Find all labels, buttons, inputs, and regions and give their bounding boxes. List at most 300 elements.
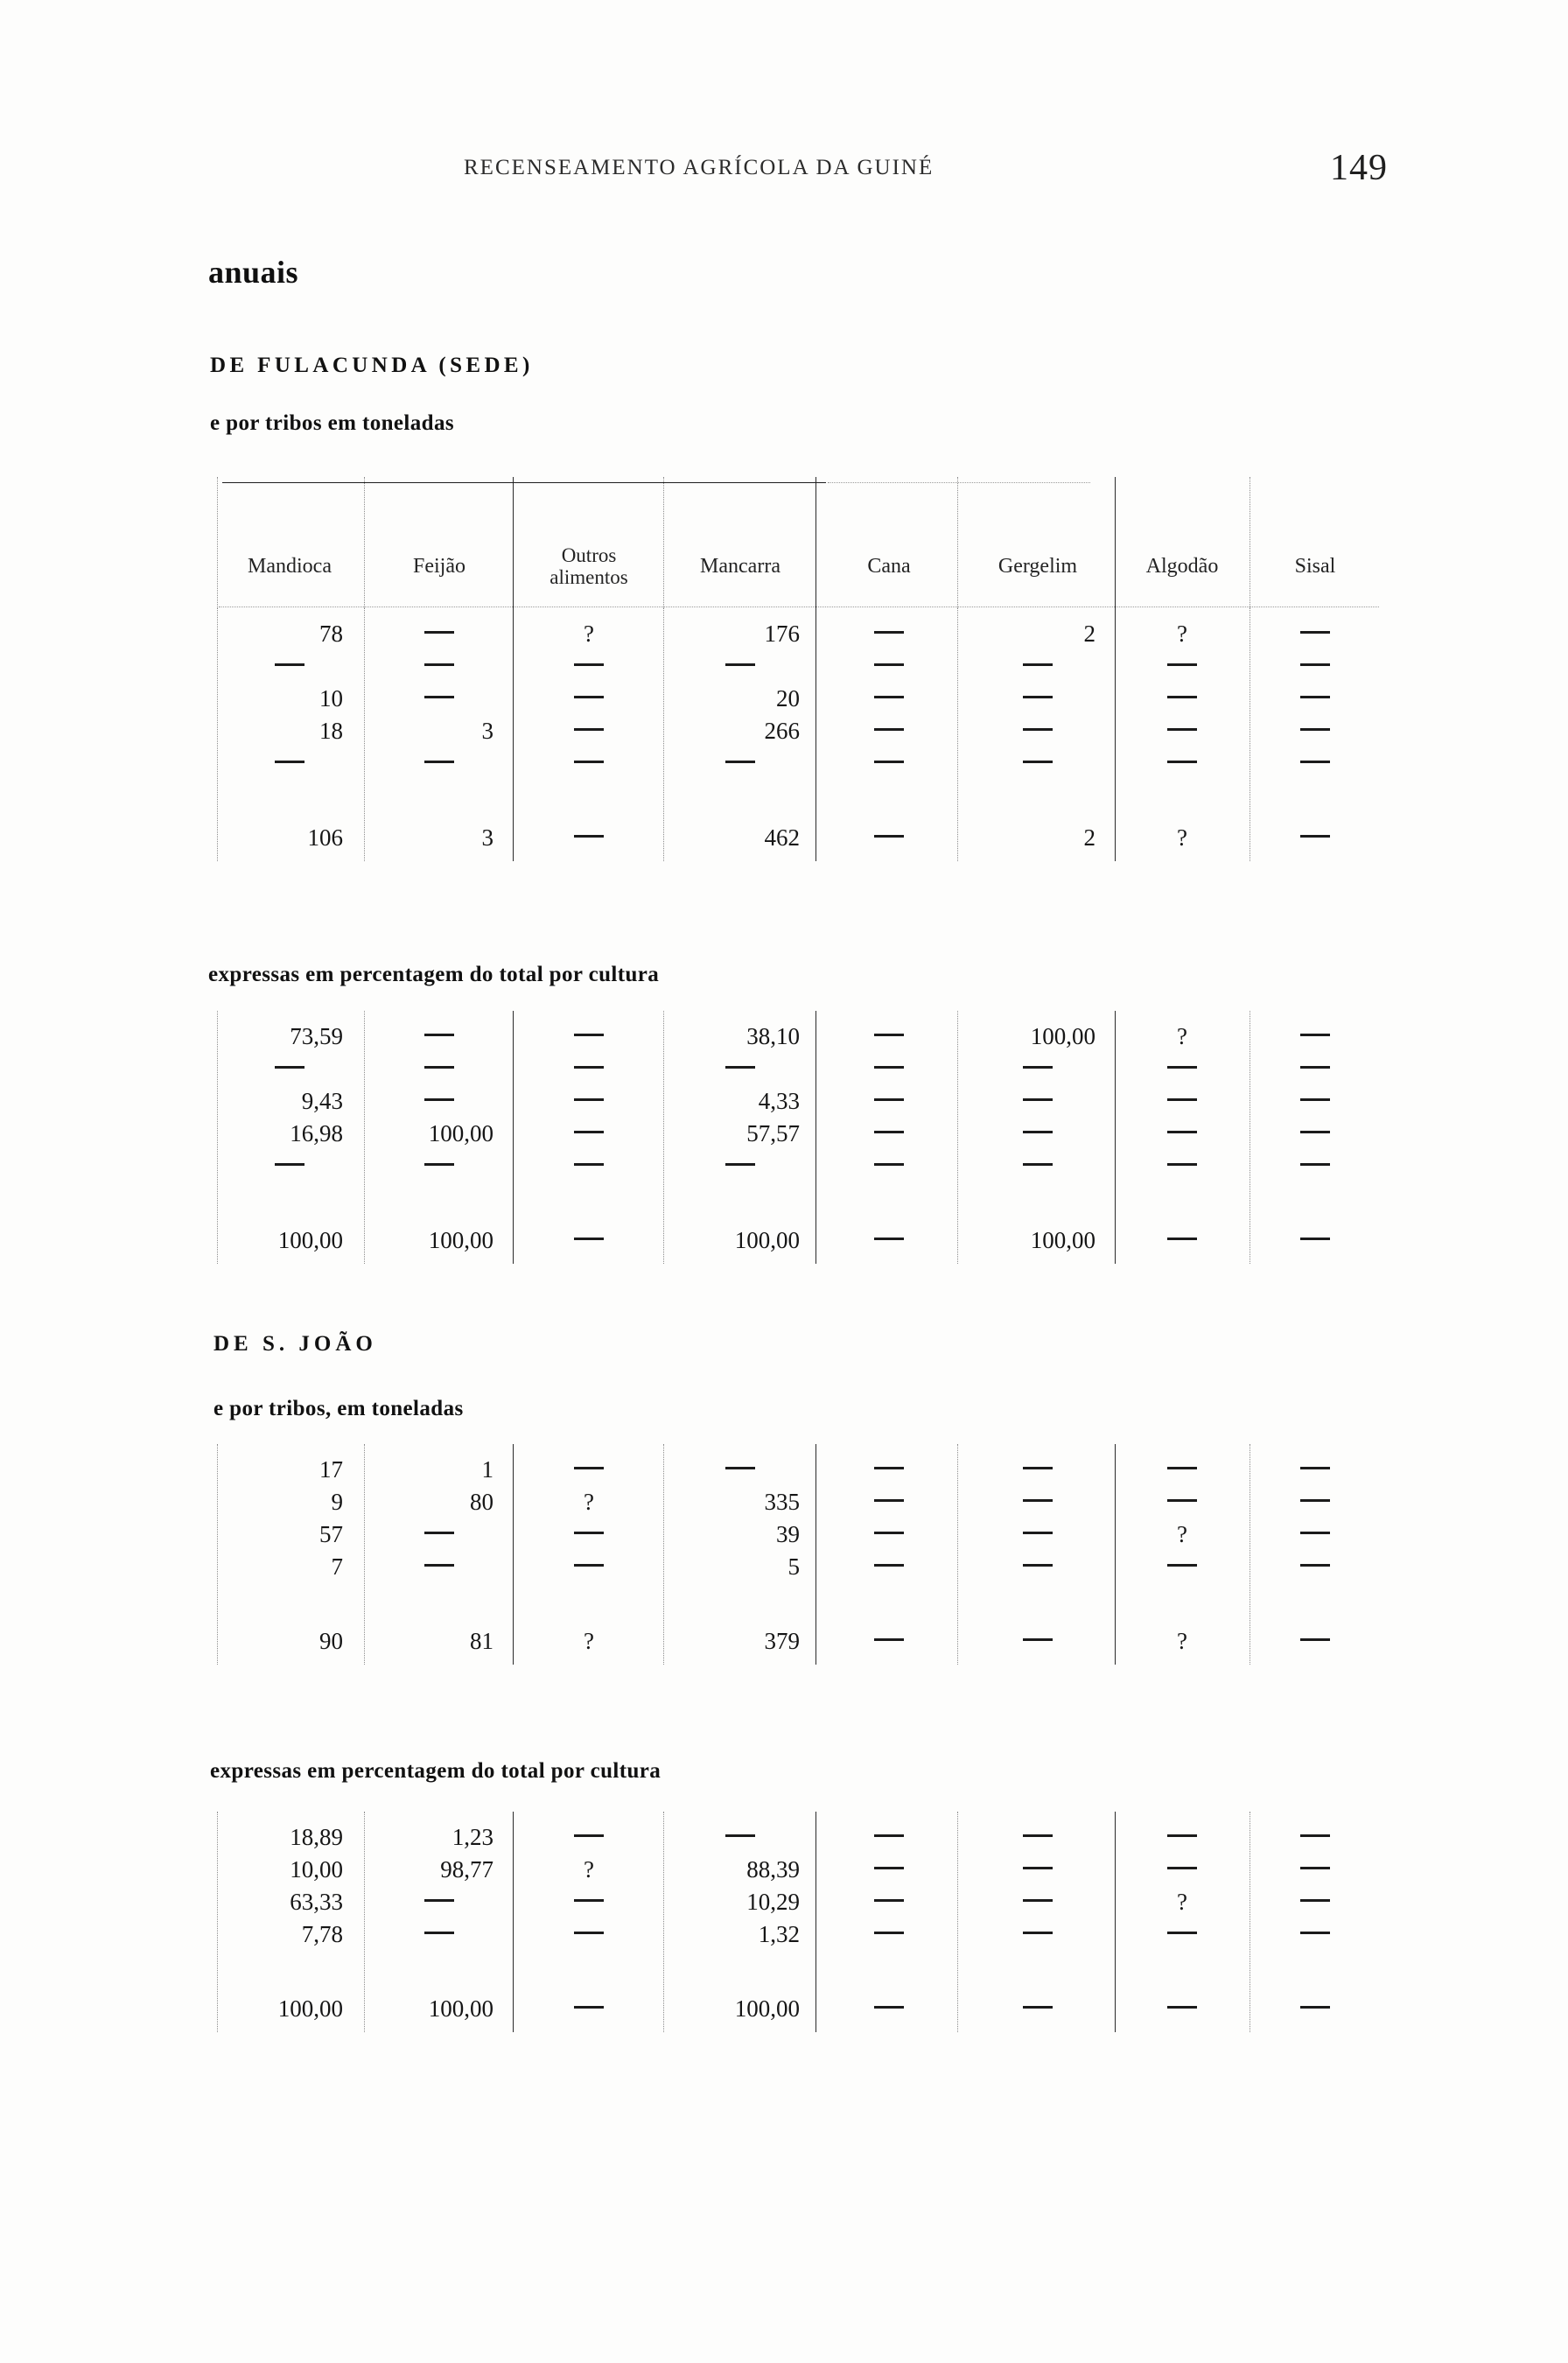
dash-glyph <box>874 1834 904 1837</box>
row-cell-gergelim <box>961 1853 1115 1886</box>
section-heading-sjoao: DE S. JOÃO <box>214 1332 377 1356</box>
dash-glyph <box>1300 1564 1330 1567</box>
row-cell-outros-alimentos <box>514 1453 663 1486</box>
dash-glyph <box>874 1867 904 1869</box>
dash-glyph <box>1167 761 1197 763</box>
row-cell-feijão <box>366 1885 513 1918</box>
caption-percentagem-1: expressas em percentagem do total por cultura <box>208 963 660 986</box>
total-cell-gergelim <box>961 1992 1115 2025</box>
row-cell-mandioca: 10,00 <box>290 1856 343 1883</box>
row-cell-mandioca: 73,59 <box>290 1023 343 1049</box>
total-cell-algodão <box>1116 1992 1248 2025</box>
heading-anuais: anuais <box>208 255 299 290</box>
row-cell-gergelim <box>961 747 1115 780</box>
total-cell-sisal <box>1251 821 1379 854</box>
table-row <box>215 1550 1379 1583</box>
row-cell-mandioca: 78 <box>319 621 343 647</box>
vertical-rule-7 <box>1250 477 1251 608</box>
row-cell-outros-alimentos: ? <box>584 621 594 647</box>
table-row <box>215 1885 1379 1918</box>
dash-glyph <box>574 1467 604 1469</box>
row-cell-feijão: 80 <box>470 1489 494 1515</box>
row-cell-algodão: ? <box>1177 1521 1187 1547</box>
total-cell-cana <box>819 1624 959 1658</box>
dash-glyph <box>1023 1163 1053 1166</box>
header-top-rule <box>222 482 826 483</box>
total-cell-sisal <box>1251 1224 1379 1257</box>
row-cell-cana <box>819 1020 959 1053</box>
row-cell-cana <box>819 1820 959 1854</box>
row-cell-cana <box>819 1885 959 1918</box>
table-row <box>215 1518 1379 1551</box>
table-row <box>215 714 1379 747</box>
vertical-rule-1 <box>364 477 366 608</box>
total-cell-feijão: 3 <box>481 824 494 851</box>
dash-glyph <box>725 761 755 763</box>
total-cell-sisal <box>1251 1992 1379 2025</box>
row-cell-gergelim <box>961 1885 1115 1918</box>
row-cell-mancarra <box>665 649 816 683</box>
row-cell-mandioca: 10 <box>319 685 343 712</box>
row-cell-mandioca: 57 <box>319 1521 343 1547</box>
row-cell-mandioca: 18,89 <box>290 1824 343 1850</box>
dash-glyph <box>1300 631 1330 634</box>
row-cell-algodão <box>1116 714 1248 747</box>
table-row <box>215 649 1379 683</box>
row-cell-sisal <box>1251 1853 1379 1886</box>
dash-glyph <box>1023 1867 1053 1869</box>
table-total-row <box>215 821 1379 854</box>
row-cell-algodão: ? <box>1177 1889 1187 1915</box>
vertical-rule-5 <box>957 477 959 608</box>
row-cell-cana <box>819 747 959 780</box>
row-cell-cana <box>819 1918 959 1951</box>
row-cell-sisal <box>1251 1117 1379 1150</box>
row-cell-gergelim <box>961 1485 1115 1518</box>
row-cell-outros-alimentos <box>514 682 663 715</box>
table-row <box>215 682 1379 715</box>
row-cell-algodão: ? <box>1177 1023 1187 1049</box>
dash-glyph <box>874 663 904 666</box>
row-cell-mancarra: 5 <box>788 1553 800 1580</box>
row-cell-outros-alimentos <box>514 714 663 747</box>
dash-glyph <box>1300 1899 1330 1902</box>
row-cell-feijão <box>366 747 513 780</box>
dash-glyph <box>1023 1638 1053 1641</box>
header-top-rule-right <box>828 482 1090 483</box>
row-cell-cana <box>819 1518 959 1551</box>
dash-glyph <box>424 631 454 634</box>
dash-glyph <box>874 728 904 731</box>
row-cell-gergelim <box>961 1918 1115 1951</box>
dash-glyph <box>1023 1834 1053 1837</box>
row-cell-mancarra: 38,10 <box>746 1023 800 1049</box>
row-cell-sisal <box>1251 1820 1379 1854</box>
row-cell-outros-alimentos <box>514 1084 663 1118</box>
dash-glyph <box>874 1098 904 1101</box>
dash-glyph <box>874 1899 904 1902</box>
table-row <box>215 1820 1379 1854</box>
row-cell-mancarra: 4,33 <box>758 1088 800 1114</box>
row-cell-mandioca: 16,98 <box>290 1120 343 1146</box>
row-cell-sisal <box>1251 1453 1379 1486</box>
table-row <box>215 617 1379 650</box>
dash-glyph <box>874 1238 904 1240</box>
dash-glyph <box>1167 2006 1197 2009</box>
dash-glyph <box>574 1098 604 1101</box>
dash-glyph <box>1167 1467 1197 1469</box>
row-cell-outros-alimentos <box>514 1020 663 1053</box>
row-cell-gergelim <box>961 1550 1115 1583</box>
row-cell-gergelim <box>961 649 1115 683</box>
row-cell-mancarra <box>665 1149 816 1182</box>
total-cell-mandioca: 100,00 <box>277 1227 343 1253</box>
dash-glyph <box>874 1564 904 1567</box>
table-block-sjoao-percentagem <box>215 1812 1379 2032</box>
total-cell-mandioca: 90 <box>319 1628 343 1654</box>
row-cell-outros-alimentos <box>514 1117 663 1150</box>
row-cell-mandioca: 9,43 <box>301 1088 343 1114</box>
running-head <box>0 148 1568 196</box>
dash-glyph <box>1167 1932 1197 1934</box>
vertical-rule-6 <box>1115 477 1116 608</box>
row-cell-sisal <box>1251 1020 1379 1053</box>
total-cell-sisal <box>1251 1624 1379 1658</box>
row-cell-feijão: 1 <box>481 1456 494 1483</box>
table-row <box>215 1485 1379 1518</box>
row-cell-outros-alimentos <box>514 1052 663 1085</box>
row-cell-sisal <box>1251 649 1379 683</box>
dash-glyph <box>874 1638 904 1641</box>
dash-glyph <box>874 1532 904 1534</box>
row-cell-feijão <box>366 1518 513 1551</box>
dash-glyph <box>275 761 304 763</box>
row-cell-outros-alimentos: ? <box>584 1489 594 1515</box>
dash-glyph <box>1300 1499 1330 1502</box>
dash-glyph <box>874 2006 904 2009</box>
total-cell-gergelim: 100,00 <box>1030 1227 1096 1253</box>
running-head-title: RECENSEAMENTO AGRÍCOLA DA GUINÉ <box>464 156 934 179</box>
row-cell-sisal <box>1251 714 1379 747</box>
row-cell-mancarra: 10,29 <box>746 1889 800 1915</box>
total-cell-outros-alimentos <box>514 1992 663 2025</box>
subheading-fulacunda-toneladas: e por tribos em toneladas <box>210 411 454 435</box>
dash-glyph <box>424 1899 454 1902</box>
dash-glyph <box>1023 1899 1053 1902</box>
dash-glyph <box>1300 728 1330 731</box>
total-cell-outros-alimentos <box>514 1224 663 1257</box>
dash-glyph <box>1023 663 1053 666</box>
row-cell-algodão <box>1116 1149 1248 1182</box>
dash-glyph <box>424 663 454 666</box>
dash-glyph <box>1300 1638 1330 1641</box>
row-cell-sisal <box>1251 1885 1379 1918</box>
dash-glyph <box>874 631 904 634</box>
row-cell-mancarra: 176 <box>764 621 800 647</box>
table-row <box>215 1149 1379 1182</box>
dash-glyph <box>574 1532 604 1534</box>
dash-glyph <box>574 1899 604 1902</box>
dash-glyph <box>1167 696 1197 698</box>
row-cell-outros-alimentos <box>514 649 663 683</box>
row-cell-mandioca: 18 <box>319 718 343 744</box>
dash-glyph <box>1167 1098 1197 1101</box>
dash-glyph <box>1167 1834 1197 1837</box>
row-cell-mancarra <box>665 1453 816 1486</box>
row-cell-algodão: ? <box>1177 621 1187 647</box>
table-row <box>215 1084 1379 1118</box>
row-cell-gergelim <box>961 1518 1115 1551</box>
row-cell-feijão <box>366 649 513 683</box>
row-cell-sisal <box>1251 682 1379 715</box>
dash-glyph <box>574 696 604 698</box>
table-row <box>215 1853 1379 1886</box>
dash-glyph <box>574 1238 604 1240</box>
dash-glyph <box>874 835 904 838</box>
table-row <box>215 1052 1379 1085</box>
dash-glyph <box>1300 696 1330 698</box>
total-cell-mancarra: 100,00 <box>734 1995 800 2022</box>
row-cell-mandioca: 7 <box>331 1553 343 1580</box>
subheading-sjoao-toneladas: e por tribos, em toneladas <box>214 1397 464 1420</box>
row-cell-cana <box>819 617 959 650</box>
vertical-rule-3 <box>663 477 665 608</box>
total-cell-feijão: 100,00 <box>428 1995 494 2022</box>
row-cell-sisal <box>1251 1084 1379 1118</box>
table-total-row <box>215 1224 1379 1257</box>
dash-glyph <box>1023 1066 1053 1069</box>
total-cell-outros-alimentos <box>514 821 663 854</box>
dash-glyph <box>725 1163 755 1166</box>
row-cell-algodão <box>1116 1453 1248 1486</box>
row-cell-feijão: 98,77 <box>440 1856 494 1883</box>
vertical-rule-0 <box>217 477 219 608</box>
dash-glyph <box>1300 761 1330 763</box>
row-cell-sisal <box>1251 1550 1379 1583</box>
dash-glyph <box>275 663 304 666</box>
dash-glyph <box>1167 1867 1197 1869</box>
dash-glyph <box>1023 1467 1053 1469</box>
row-cell-sisal <box>1251 1918 1379 1951</box>
row-cell-feijão <box>366 1052 513 1085</box>
row-cell-gergelim: 2 <box>1083 621 1096 647</box>
total-cell-outros-alimentos: ? <box>584 1628 594 1654</box>
dash-glyph <box>1023 1098 1053 1101</box>
dash-glyph <box>1023 1131 1053 1133</box>
column-header-mancarra: Mancarra <box>700 555 780 578</box>
dash-glyph <box>725 1834 755 1837</box>
dash-glyph <box>1023 1564 1053 1567</box>
dash-glyph <box>1167 1131 1197 1133</box>
row-cell-outros-alimentos <box>514 747 663 780</box>
row-cell-outros-alimentos: ? <box>584 1856 594 1883</box>
total-cell-mandioca: 106 <box>307 824 343 851</box>
total-cell-algodão <box>1116 1224 1248 1257</box>
row-cell-mancarra: 266 <box>764 718 800 744</box>
table-row <box>215 1020 1379 1053</box>
dash-glyph <box>1300 1098 1330 1101</box>
dash-glyph <box>574 1564 604 1567</box>
dash-glyph <box>574 1932 604 1934</box>
dash-glyph <box>874 696 904 698</box>
row-cell-mancarra: 57,57 <box>746 1120 800 1146</box>
vertical-rule-2 <box>513 477 514 608</box>
dash-glyph <box>275 1163 304 1166</box>
dash-glyph <box>1300 1834 1330 1837</box>
row-cell-algodão <box>1116 747 1248 780</box>
row-cell-algodão <box>1116 682 1248 715</box>
dash-glyph <box>1023 1499 1053 1502</box>
total-cell-algodão: ? <box>1177 824 1187 851</box>
dash-glyph <box>1023 761 1053 763</box>
dash-glyph <box>574 663 604 666</box>
dash-glyph <box>725 663 755 666</box>
table-block-fulacunda-toneladas <box>215 608 1379 861</box>
dash-glyph <box>1300 1532 1330 1534</box>
row-cell-sisal <box>1251 617 1379 650</box>
column-header-mandioca: Mandioca <box>248 555 332 578</box>
dash-glyph <box>874 1932 904 1934</box>
dash-glyph <box>874 1163 904 1166</box>
total-cell-feijão: 81 <box>470 1628 494 1654</box>
row-cell-outros-alimentos <box>514 1918 663 1951</box>
dash-glyph <box>574 1034 604 1036</box>
dash-glyph <box>574 1834 604 1837</box>
table-block-sjoao-toneladas <box>215 1444 1379 1665</box>
total-cell-mancarra: 462 <box>764 824 800 851</box>
dash-glyph <box>1167 1564 1197 1567</box>
dash-glyph <box>1300 663 1330 666</box>
row-cell-sisal <box>1251 1485 1379 1518</box>
row-cell-gergelim <box>961 682 1115 715</box>
row-cell-mancarra <box>665 747 816 780</box>
row-cell-cana <box>819 1117 959 1150</box>
table-column-header-band <box>215 477 1379 608</box>
row-cell-feijão <box>366 1084 513 1118</box>
row-cell-gergelim <box>961 1820 1115 1854</box>
dash-glyph <box>574 728 604 731</box>
dash-glyph <box>1023 1532 1053 1534</box>
dash-glyph <box>1167 728 1197 731</box>
dash-glyph <box>1167 1163 1197 1166</box>
table-row <box>215 1117 1379 1150</box>
dash-glyph <box>574 1066 604 1069</box>
column-header-gergelim: Gergelim <box>998 555 1078 578</box>
total-cell-algodão: ? <box>1177 1628 1187 1654</box>
dash-glyph <box>424 696 454 698</box>
column-header-cana: Cana <box>867 555 911 578</box>
table-rules <box>215 477 1379 608</box>
dash-glyph <box>1023 728 1053 731</box>
dash-glyph <box>874 1131 904 1133</box>
row-cell-cana <box>819 1084 959 1118</box>
dash-glyph <box>424 761 454 763</box>
dash-glyph <box>574 1131 604 1133</box>
dash-glyph <box>725 1467 755 1469</box>
row-cell-mandioca <box>215 1149 364 1182</box>
row-cell-outros-alimentos <box>514 1518 663 1551</box>
row-cell-cana <box>819 714 959 747</box>
total-cell-feijão: 100,00 <box>428 1227 494 1253</box>
page-number: 149 <box>1330 148 1388 188</box>
total-cell-gergelim: 2 <box>1083 824 1096 851</box>
row-cell-gergelim <box>961 714 1115 747</box>
row-cell-feijão: 3 <box>481 718 494 744</box>
row-cell-feijão <box>366 617 513 650</box>
dash-glyph <box>1167 1066 1197 1069</box>
dash-glyph <box>1023 696 1053 698</box>
row-cell-mandioca <box>215 1052 364 1085</box>
dash-glyph <box>424 1532 454 1534</box>
row-cell-algodão <box>1116 1820 1248 1854</box>
dash-glyph <box>275 1066 304 1069</box>
row-cell-mandioca: 17 <box>319 1456 343 1483</box>
dash-glyph <box>874 1499 904 1502</box>
row-cell-mancarra: 335 <box>764 1489 800 1515</box>
dash-glyph <box>1300 1238 1330 1240</box>
dash-glyph <box>1300 2006 1330 2009</box>
column-header-algodão: Algodão <box>1145 555 1219 578</box>
table-row <box>215 747 1379 780</box>
row-cell-mancarra: 39 <box>776 1521 800 1547</box>
dash-glyph <box>1300 1066 1330 1069</box>
row-cell-algodão <box>1116 1550 1248 1583</box>
total-cell-cana <box>819 821 959 854</box>
row-cell-algodão <box>1116 1084 1248 1118</box>
row-cell-gergelim <box>961 1084 1115 1118</box>
row-cell-algodão <box>1116 1485 1248 1518</box>
column-header-outros-line2: alimentos <box>550 565 628 588</box>
dash-glyph <box>424 1564 454 1567</box>
row-cell-gergelim <box>961 1453 1115 1486</box>
row-cell-algodão <box>1116 1117 1248 1150</box>
row-cell-gergelim: 100,00 <box>1030 1023 1096 1049</box>
dash-glyph <box>424 1066 454 1069</box>
row-cell-mancarra: 1,32 <box>758 1921 800 1947</box>
row-cell-feijão <box>366 1149 513 1182</box>
total-cell-mancarra: 379 <box>764 1628 800 1654</box>
dash-glyph <box>874 1467 904 1469</box>
row-cell-gergelim <box>961 1052 1115 1085</box>
table-row <box>215 1453 1379 1486</box>
dash-glyph <box>424 1034 454 1036</box>
row-cell-outros-alimentos <box>514 1820 663 1854</box>
row-cell-outros-alimentos <box>514 1885 663 1918</box>
row-cell-gergelim <box>961 1149 1115 1182</box>
row-cell-mandioca: 9 <box>331 1489 343 1515</box>
row-cell-cana <box>819 1149 959 1182</box>
column-header-outros-line1: Outros <box>561 544 617 566</box>
row-cell-cana <box>819 649 959 683</box>
row-cell-sisal <box>1251 1149 1379 1182</box>
dash-glyph <box>1167 1238 1197 1240</box>
row-cell-algodão <box>1116 649 1248 683</box>
column-header-feijão: Feijão <box>413 555 466 578</box>
table-row <box>215 1918 1379 1951</box>
dash-glyph <box>1300 835 1330 838</box>
row-cell-algodão <box>1116 1853 1248 1886</box>
dash-glyph <box>1300 1034 1330 1036</box>
dash-glyph <box>1300 1467 1330 1469</box>
dash-glyph <box>874 761 904 763</box>
total-cell-mancarra: 100,00 <box>734 1227 800 1253</box>
row-cell-mandioca: 63,33 <box>290 1889 343 1915</box>
row-cell-mancarra: 88,39 <box>746 1856 800 1883</box>
dash-glyph <box>725 1066 755 1069</box>
column-header-sisal: Sisal <box>1294 555 1336 578</box>
table-total-row <box>215 1624 1379 1658</box>
dash-glyph <box>874 1066 904 1069</box>
